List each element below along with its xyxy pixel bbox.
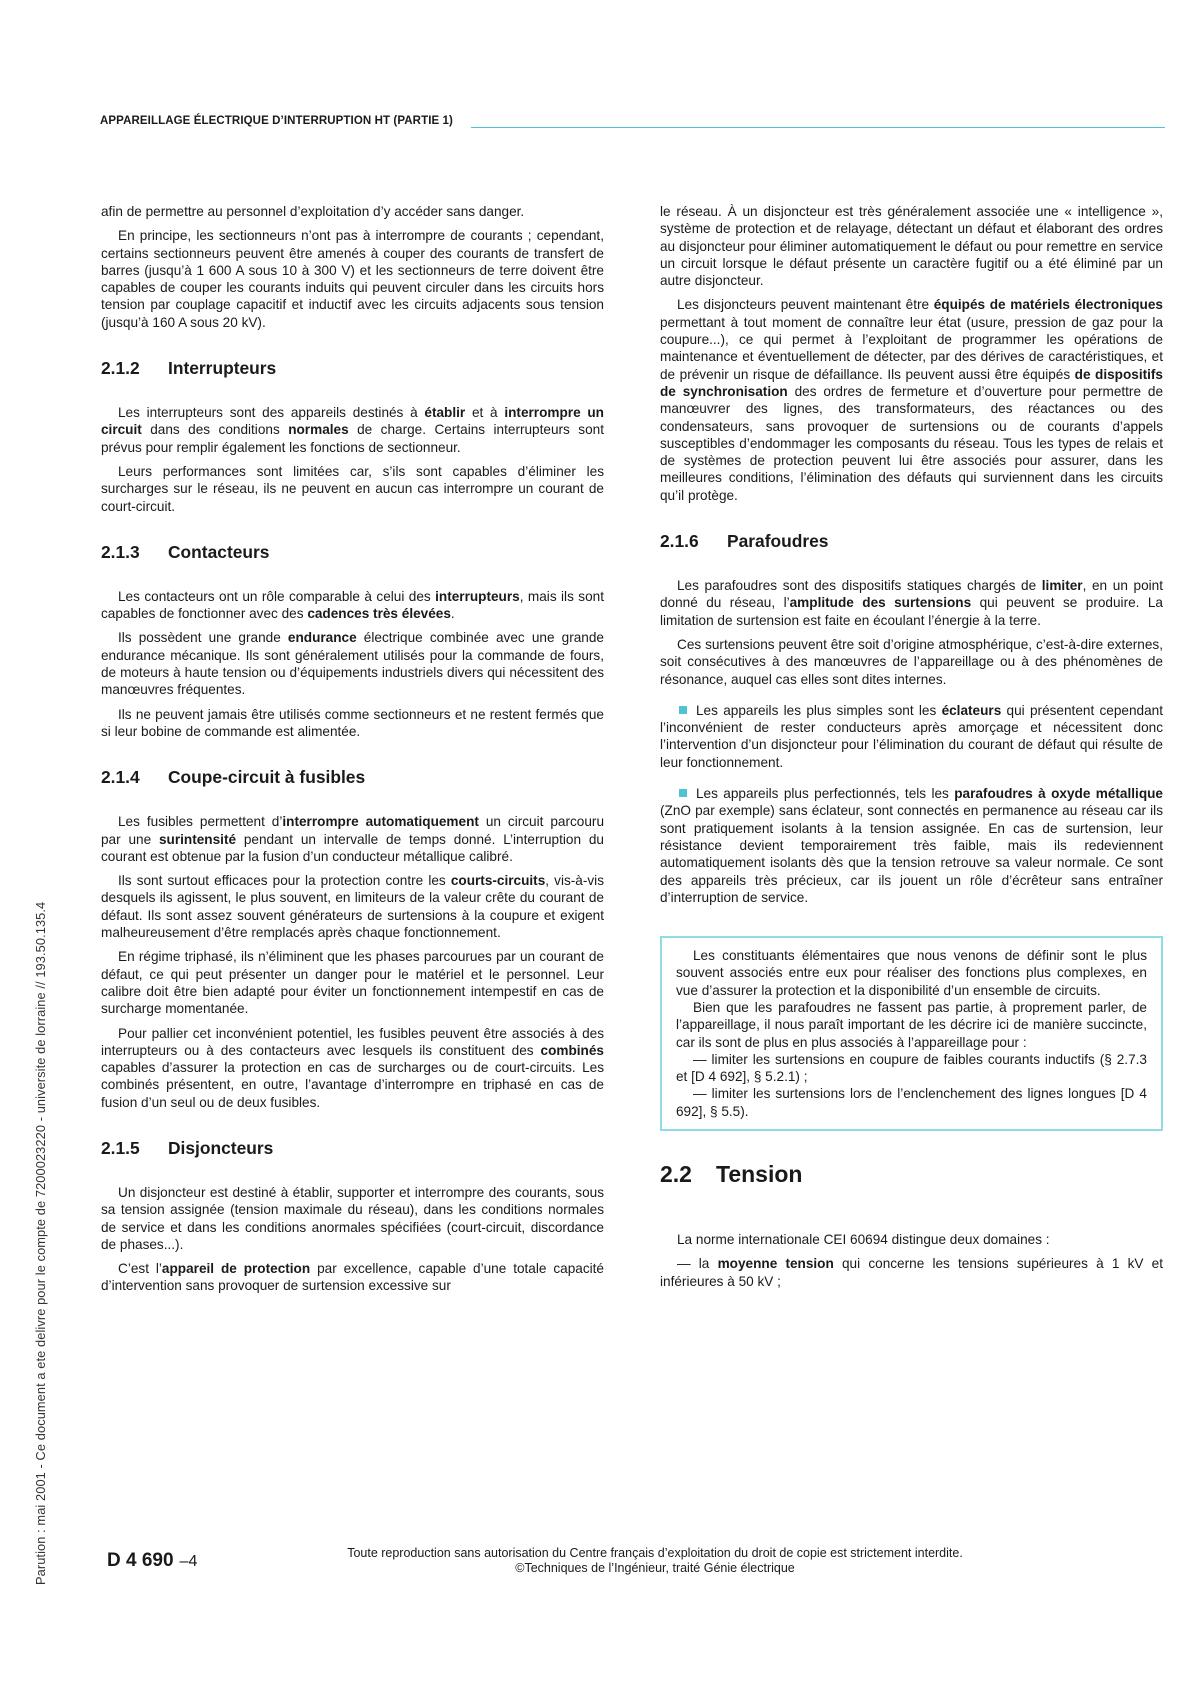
section-number: 2.2 bbox=[660, 1161, 692, 1188]
section-number: 2.1.4 bbox=[101, 767, 140, 788]
square-bullet-icon bbox=[679, 789, 687, 797]
running-header bbox=[100, 110, 1165, 132]
copyright-line: Toute reproduction sans autorisation du Centre français d’exploitation du droit de copie est strictement interdite. bbox=[347, 1546, 963, 1560]
header-title: APPAREILLAGE ÉLECTRIQUE D’INTERRUPTION HT (PARTIE 1) bbox=[100, 115, 453, 127]
separator: – bbox=[179, 1553, 189, 1570]
section-title: Contacteurs bbox=[168, 541, 270, 562]
paragraph: le réseau. À un disjoncteur est très généralement associée une « intelligence », système de protection et de relayage, détectant un défaut et élaborant des ordres au disjoncteur pour éliminer automatiquement le défaut ou pour remettre en service un circuit lorsque le défaut présente un caractère fugitif ou a été éliminé par un autre disjoncteur. bbox=[660, 204, 1163, 289]
section-number: 2.1.3 bbox=[101, 541, 140, 562]
paragraph: Ils sont surtout efficaces pour la protection contre les courts-circuits, vis-à-vis desquels ils agissent, le plus souvent, en limiteurs de la valeur crête du courant de défaut. Ils sont assez souvent générateurs de surtensions à la coupure et exigent malheureusement d’être remplacés après chaque fonctionnement. bbox=[101, 873, 604, 941]
bullet-paragraph: Les appareils plus perfectionnés, tels les parafoudres à oxyde métallique (ZnO par exemple) sans éclateur, sont connectés en permanence au réseau car ils sont pratiquement isolants à la tension assignée. En cas de surtension, leur résistance devient temporairement très faible, mais ils redeviennent automatiquement isolants dès que la tension retrouve sa valeur normale. Ce sont des appareils très précieux, car ils jouent un rôle d’écrêteur sans entraîner d’interruption de service. bbox=[660, 786, 1163, 905]
left-column bbox=[101, 203, 604, 1302]
right-column bbox=[660, 203, 1163, 1297]
header-rule bbox=[471, 127, 1165, 128]
section-title: Disjoncteurs bbox=[168, 1137, 274, 1158]
section-title: Parafoudres bbox=[727, 531, 829, 552]
section-title: Coupe-circuit à fusibles bbox=[168, 767, 366, 788]
section-heading-disjoncteurs bbox=[101, 1138, 604, 1158]
paragraph: — la moyenne tension qui concerne les tensions supérieures à 1 kV et inférieures à 50 kV ; bbox=[660, 1256, 1163, 1289]
paragraph: Les fusibles permettent d’interrompre automatiquement un circuit parcouru par une surintensité pendant un intervalle de temps donné. L’interruption du courant est obtenue par la fusion d’un conducteur métallique calibré. bbox=[101, 814, 605, 864]
section-title: Tension bbox=[716, 1161, 803, 1188]
section-number: 2.1.6 bbox=[660, 531, 699, 552]
section-number: 2.1.5 bbox=[101, 1137, 140, 1158]
paragraph: Ils ne peuvent jamais être utilisés comme sectionneurs et ne restent fermés que si leur bobine de commande est alimentée. bbox=[101, 706, 604, 739]
paragraph: Un disjoncteur est destiné à établir, supporter et interrompre des courants, sous sa tension assignée (tension maximale du réseau), dans les conditions normales de service et dans les conditions anormales spécifiées (court-circuit, discordance de phases...). bbox=[101, 1184, 604, 1252]
callout-paragraph: — limiter les surtensions en coupure de faibles courants inductifs (§ 2.7.3 et [D 4 692], § 5.2.1) ; bbox=[676, 1051, 1147, 1085]
callout-paragraph: — limiter les surtensions lors de l’enclenchement des lignes longues [D 4 692], § 5.5). bbox=[676, 1086, 1147, 1119]
square-bullet-icon bbox=[679, 706, 687, 714]
paragraph: Pour pallier cet inconvénient potentiel, les fusibles peuvent être associés à des interrupteurs ou à des contacteurs avec lesquels ils constituent des combinés capables d’assurer la protection en cas de surcharges ou de court-circuits. Les combinés présentent, en outre, l’avantage d’interrompre en triphasé en cas de fusion d’un seul ou de deux fusibles. bbox=[101, 1025, 604, 1110]
paragraph: En régime triphasé, ils n’éliminent que les phases parcourues par un courant de défaut, ce qui peut présenter un danger pour le matériel et le personnel. Leur calibre doit être bien adapté pour éviter un fonctionnement intempestif en cas de surcharge momentanée. bbox=[101, 949, 604, 1017]
paragraph: Ces surtensions peuvent être soit d’origine atmosphérique, c’est-à-dire externes, soit consécutives à des manœuvres de l’appareillage ou à des phénomènes de résonance, auquel cas elles sont dites internes. bbox=[660, 636, 1163, 687]
document-code: D 4 690 bbox=[107, 1550, 174, 1571]
paragraph: Les interrupteurs sont des appareils destinés à établir et à interrompre un circuit dans des conditions normales de charge. Certains interrupteurs sont prévus pour remplir également les fonctions de sectionneur. bbox=[101, 405, 604, 455]
section-heading-fusibles bbox=[101, 767, 604, 787]
paragraph: La norme internationale CEI 60694 distingue deux domaines : bbox=[677, 1232, 1050, 1248]
copyright-notice bbox=[240, 1546, 1070, 1576]
section-number: 2.1.2 bbox=[101, 358, 140, 379]
page-number: 4 bbox=[188, 1553, 198, 1570]
paragraph: Ils possèdent une grande endurance électrique combinée avec une grande endurance mécanique. Ils sont généralement utilisés pour la commande de fours, de moteurs à haute tension ou d’équipements industriels divers qui nécessitent des manœuvres fréquentes. bbox=[101, 630, 604, 698]
section-heading-interrupteurs bbox=[101, 358, 604, 378]
callout-box bbox=[660, 936, 1163, 1131]
paragraph: Les parafoudres sont des dispositifs statiques chargés de limiter, en un point donné du réseau, l’amplitude des surtensions qui peuvent se produire. La limitation de surtension est faite en écoulant l’énergie à la terre. bbox=[660, 578, 1163, 628]
section-title: Interrupteurs bbox=[168, 358, 277, 379]
paragraph: Les contacteurs ont un rôle comparable à celui des interrupteurs, mais ils sont capables de fonctionner avec des cadences très élevées. bbox=[101, 588, 604, 622]
document-reference bbox=[107, 1550, 197, 1572]
paragraph: En principe, les sectionneurs n’ont pas à interrompre de courants ; cependant, certains sectionneurs peuvent être amenés à couper des courants de transfert de barres (jusqu’à 1 600 A sous 10 à 300 V) et les sectionneurs de terre doivent être capables de couper les courants induits qui peuvent circuler dans les circuits hors tension par couplage capacitif et inductif avec les circuits adjacents sous tension (jusqu’à 160 A sous 20 kV). bbox=[101, 228, 604, 330]
paragraph: afin de permettre au personnel d’exploitation d’y accéder sans danger. bbox=[101, 204, 525, 219]
callout-paragraph: Les constituants élémentaires que nous venons de définir sont le plus souvent associés entre eux pour réaliser des fonctions plus complexes, en vue d’assurer la protection et la disponibilité d’un ensemble de circuits. bbox=[676, 948, 1147, 998]
copyright-line: ©Techniques de l’Ingénieur, traité Génie électrique bbox=[515, 1561, 795, 1575]
bullet-paragraph: Les appareils les plus simples sont les éclateurs qui présentent cependant l’inconvénient de rester conducteurs après amorçage et nécessitent donc l’intervention d’un disjoncteur pour l’élimination du courant de défaut qui résulte de leur fonctionnement. bbox=[660, 702, 1163, 770]
section-heading-contacteurs bbox=[101, 542, 604, 562]
section-heading-tension bbox=[660, 1161, 1163, 1187]
vertical-watermark: Parution : mai 2001 - Ce document a ete delivre pour le compte de 7200023220 - universite de lorraine // 193.50.135.4 bbox=[33, 901, 48, 1585]
paragraph: C’est l’appareil de protection par excellence, capable d’une totale capacité d’intervention sans provoquer de surtension excessive sur bbox=[101, 1261, 604, 1294]
paragraph: Leurs performances sont limitées car, s’ils sont capables d’éliminer les surcharges sur le réseau, ils ne peuvent en aucun cas interrompre un courant de court-circuit. bbox=[101, 463, 604, 514]
paragraph: Les disjoncteurs peuvent maintenant être équipés de matériels électroniques permettant à tout moment de connaître leur état (usure, pression de gaz pour la coupure...), ce qui permet à l’exploitant de programmer les opérations de maintenance et éventuellement de détecter, par des dérives de caractéristiques, et de prévenir un risque de défaillance. Ils peuvent aussi être équipés de dispositifs de synchronisation des ordres de fermeture et d’ouverture pour permettre de manœuvrer des lignes, des transformateurs, des réactances ou des condensateurs, sans provoquer de surtensions ou de courants d’appels susceptibles d’endommager les composants du réseau. Tous les types de relais et de systèmes de protection peuvent lui être associés pour assurer, dans les meilleures conditions, l’élimination des défauts qui surviennent dans les circuits qu’il protège. bbox=[660, 297, 1163, 503]
callout-paragraph: Bien que les parafoudres ne fassent pas partie, à proprement parler, de l’appareillage, il nous paraît important de les décrire ici de manière succincte, car ils sont de plus en plus associés à l’appareillage pour : bbox=[676, 999, 1147, 1050]
section-heading-parafoudres bbox=[660, 531, 1163, 551]
